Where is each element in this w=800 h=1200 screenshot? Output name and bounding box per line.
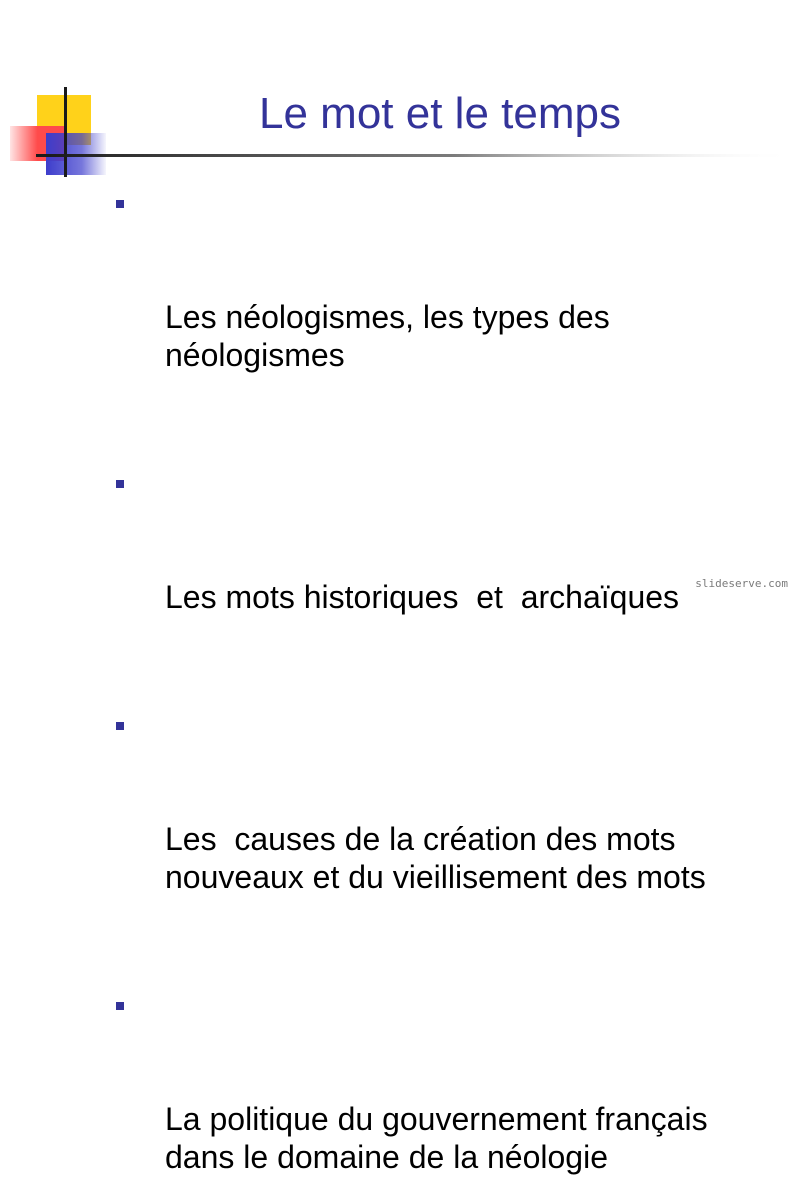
bullet-square-icon: [116, 200, 124, 208]
bullet-text: La politique du gouvernement français dans le domaine de la néologie: [165, 1101, 708, 1175]
bullet-item: [110, 184, 790, 450]
bullet-square-icon: [116, 480, 124, 488]
bullet-text: Les causes de la création des mots nouveaux et du vieillisement des mots: [165, 821, 706, 895]
deco-horizontal-line: [36, 154, 796, 157]
bullet-text: Les néologismes, les types des néologismes: [165, 299, 610, 373]
bullet-item: [110, 986, 790, 1200]
bullet-square-icon: [116, 722, 124, 730]
bullet-text: Les mots historiques et archaïques: [165, 579, 680, 615]
bullet-square-icon: [116, 1002, 124, 1010]
deco-vertical-line: [64, 87, 67, 177]
bullet-item: [110, 706, 790, 972]
slide-title: Le mot et le temps: [259, 89, 621, 138]
bullet-item: [110, 464, 790, 692]
bullet-list: [110, 184, 790, 1200]
watermark: slideserve.com: [695, 577, 788, 590]
